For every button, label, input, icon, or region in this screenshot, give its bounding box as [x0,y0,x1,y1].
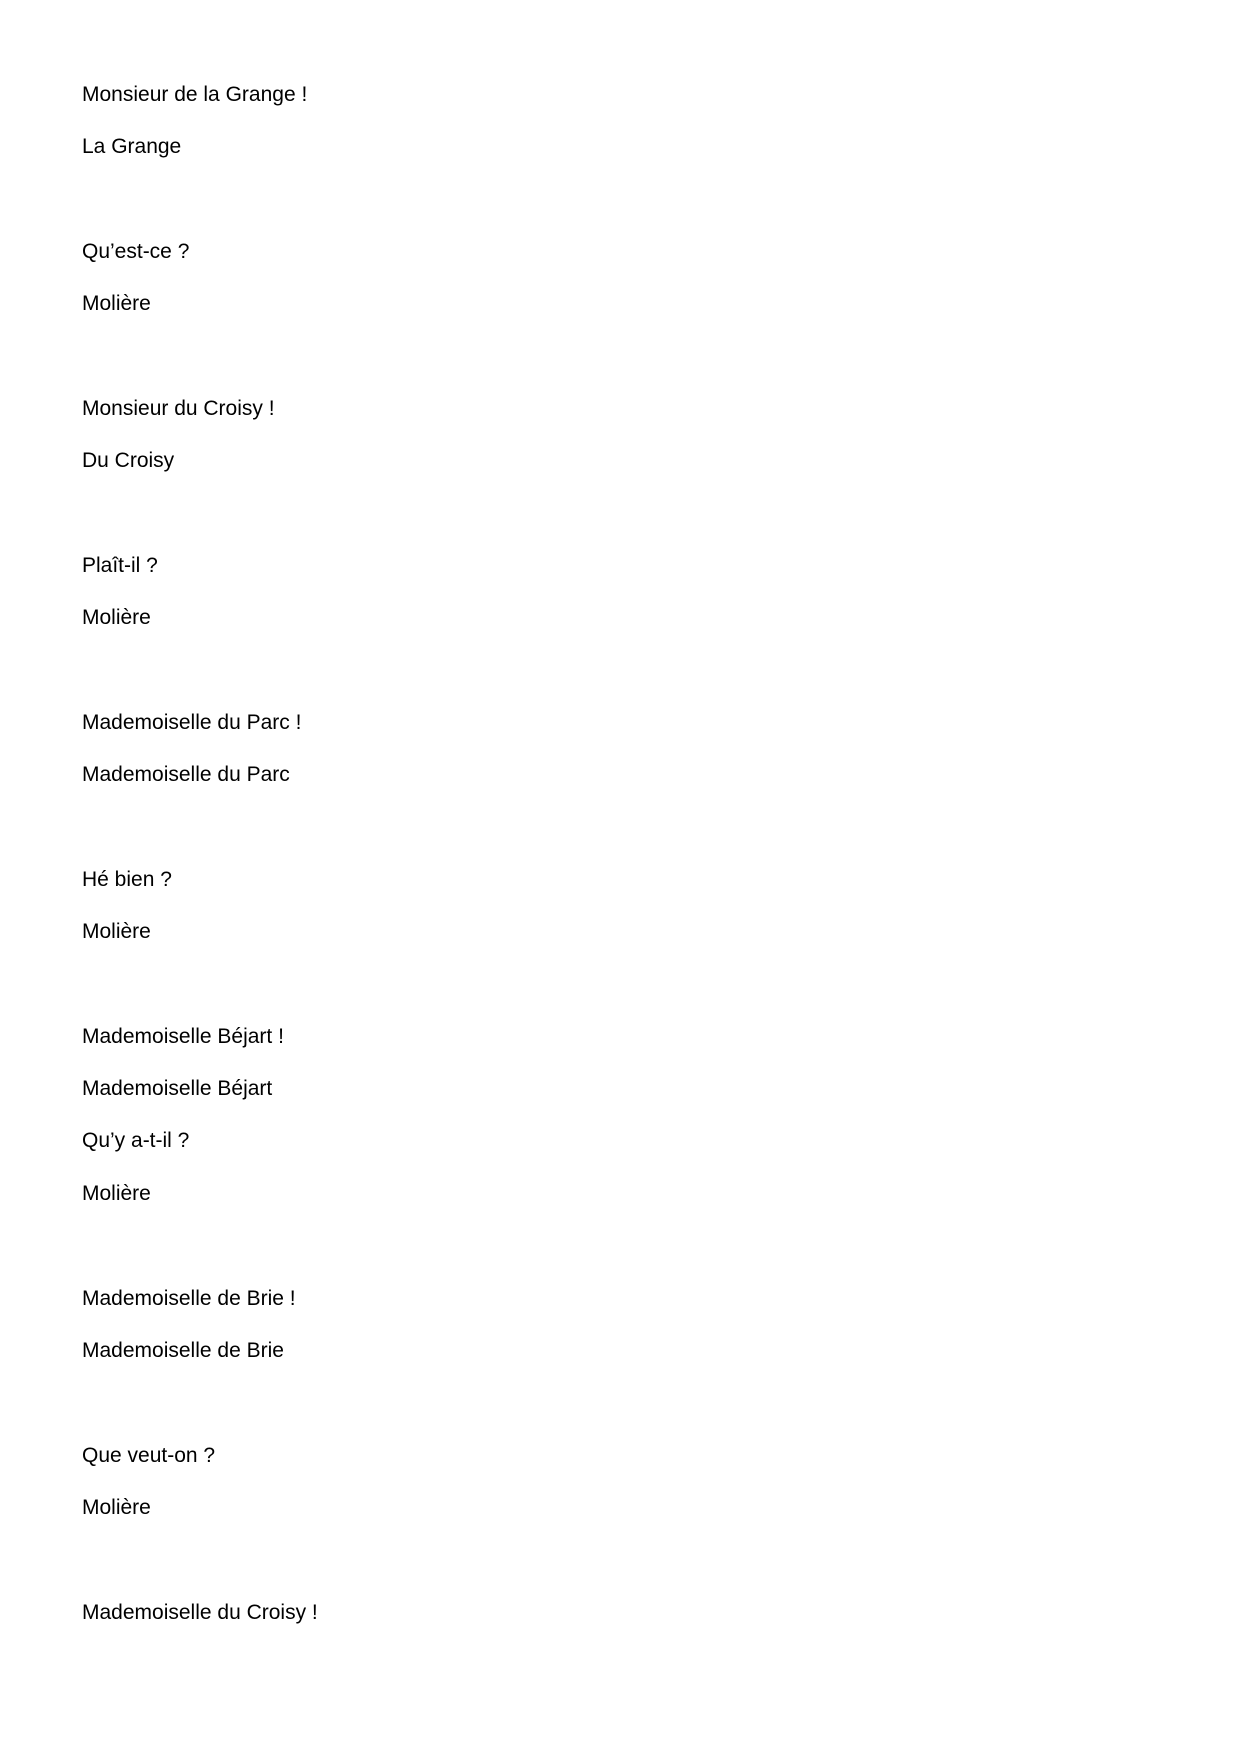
dialogue-line: Mademoiselle Béjart ! [82,1025,284,1048]
dialogue-line: Plaît-il ? [82,554,158,577]
dialogue-line: Mademoiselle du Parc ! [82,711,302,734]
speaker-name: Molière [82,1182,151,1205]
dialogue-line: Monsieur de la Grange ! [82,83,308,106]
dialogue-line: Qu’est-ce ? [82,240,190,263]
speaker-name: Du Croisy [82,449,175,472]
speaker-name: Molière [82,920,151,943]
dialogue-line: Que veut-on ? [82,1444,216,1467]
dialogue-line: Monsieur du Croisy ! [82,397,275,420]
speaker-name: Mademoiselle du Parc [82,763,290,786]
dialogue-line: Qu’y a-t-il ? [82,1129,190,1152]
dialogue-line: Mademoiselle de Brie ! [82,1287,296,1310]
speaker-name: La Grange [82,135,182,158]
speaker-name: Molière [82,1496,151,1519]
speaker-name: Molière [82,292,151,315]
dialogue-line: Mademoiselle du Croisy ! [82,1601,318,1624]
dialogue-line: Hé bien ? [82,868,172,891]
speaker-name: Mademoiselle de Brie [82,1339,284,1362]
speaker-name: Molière [82,606,151,629]
speaker-name: Mademoiselle Béjart [82,1077,273,1100]
